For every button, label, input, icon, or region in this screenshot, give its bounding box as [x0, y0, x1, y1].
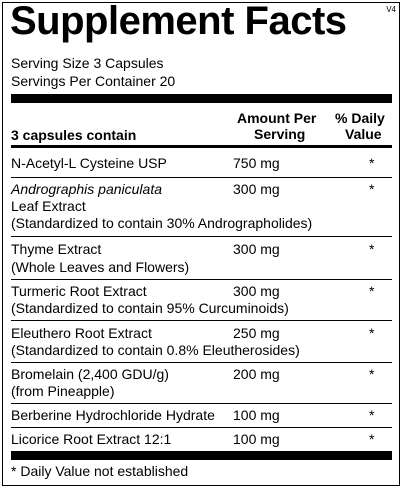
- version-code: V4: [386, 5, 396, 14]
- daily-value: *: [369, 407, 375, 423]
- thick-divider: [11, 94, 392, 103]
- ingredient-name: Berberine Hydrochloride Hydrate: [11, 407, 215, 423]
- supplement-facts-panel: [2, 2, 400, 486]
- ingredient-name: Bromelain (2,400 GDU/g): [11, 366, 169, 382]
- ingredient-name: Thyme Extract: [11, 241, 102, 257]
- daily-value: *: [369, 431, 375, 447]
- thick-divider: [11, 451, 392, 460]
- daily-value: *: [369, 283, 375, 299]
- ingredient-amount: 200 mg: [233, 366, 280, 382]
- serving-basis-header: 3 capsules contain: [11, 127, 137, 143]
- servings-per-container: Servings Per Container 20: [11, 73, 176, 89]
- ingredient-detail: Leaf Extract: [11, 198, 86, 214]
- ingredient-standardization: (Standardized to contain 0.8% Eleutherosides): [11, 342, 300, 358]
- ingredient-amount: 300 mg: [233, 283, 280, 299]
- ingredient-name: Andrographis paniculata: [11, 181, 162, 197]
- ingredient-amount: 750 mg: [233, 155, 280, 171]
- daily-value: *: [369, 181, 375, 197]
- row-divider: [11, 362, 392, 363]
- dv-header-line1: % Daily: [335, 110, 385, 126]
- serving-size: Serving Size 3 Capsules: [11, 55, 164, 71]
- panel-title: Supplement Facts: [10, 0, 347, 43]
- ingredient-amount: 250 mg: [233, 325, 280, 341]
- amount-header-line1: Amount Per: [237, 110, 317, 126]
- footnote: * Daily Value not established: [11, 463, 189, 479]
- ingredient-amount: 300 mg: [233, 181, 280, 197]
- ingredient-amount: 100 mg: [233, 407, 280, 423]
- ingredient-name: N-Acetyl-L Cysteine USP: [11, 155, 167, 171]
- row-divider: [11, 427, 392, 428]
- dv-header-line2: Value: [345, 126, 382, 142]
- daily-value: *: [369, 241, 375, 257]
- row-divider: [11, 320, 392, 321]
- daily-value: *: [369, 155, 375, 171]
- row-divider: [11, 236, 392, 237]
- ingredient-standardization: (Standardized to contain 95% Curcuminoids): [11, 300, 289, 316]
- row-divider: [11, 403, 392, 404]
- header-divider: [11, 145, 392, 148]
- ingredient-name: Licorice Root Extract 12:1: [11, 431, 172, 447]
- ingredient-amount: 100 mg: [233, 431, 280, 447]
- amount-header-line2: Serving: [254, 126, 306, 142]
- row-divider: [11, 279, 392, 280]
- row-divider: [11, 177, 392, 178]
- daily-value: *: [369, 366, 375, 382]
- ingredient-detail: (from Pineapple): [11, 383, 115, 399]
- ingredient-amount: 300 mg: [233, 241, 280, 257]
- ingredient-name: Turmeric Root Extract: [11, 283, 147, 299]
- ingredient-name: Eleuthero Root Extract: [11, 325, 152, 341]
- ingredient-standardization: (Standardized to contain 30% Andrographolides): [11, 215, 313, 231]
- ingredient-detail: (Whole Leaves and Flowers): [11, 259, 190, 275]
- daily-value: *: [369, 325, 375, 341]
